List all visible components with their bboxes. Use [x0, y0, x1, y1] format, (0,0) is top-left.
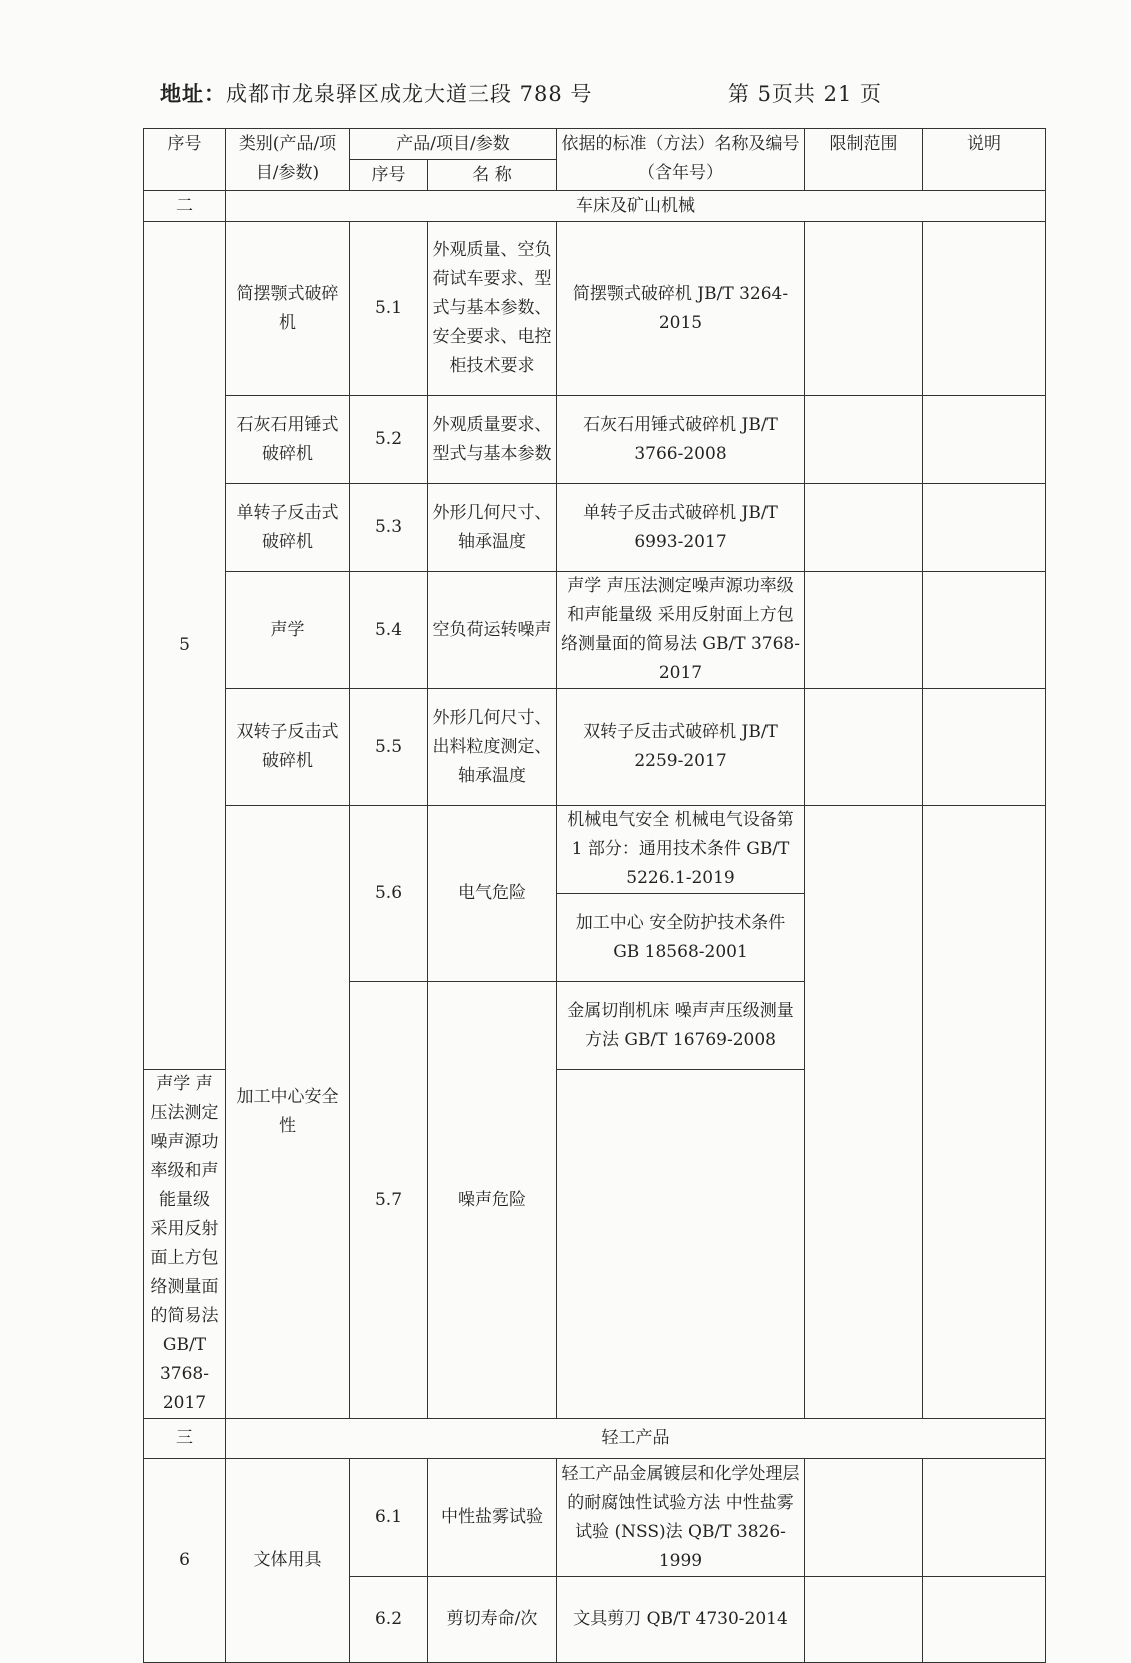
- note-cell: [923, 689, 1046, 806]
- item-seq-cell: 5.6: [350, 806, 428, 982]
- limit-cell: [805, 1577, 923, 1663]
- item-seq-cell: 5.2: [350, 396, 428, 484]
- col-item-name-header: 名 称: [428, 160, 557, 191]
- table-row: [144, 222, 1046, 396]
- standard-cell: 单转子反击式破碎机 JB/T 6993-2017: [557, 484, 805, 572]
- note-cell: [923, 222, 1046, 396]
- item-seq-cell: 5.4: [350, 572, 428, 689]
- item-name-cell: 空负荷运转噪声: [428, 572, 557, 689]
- note-cell: [923, 484, 1046, 572]
- section-title: 车床及矿山机械: [226, 191, 1046, 222]
- address-text: 成都市龙泉驿区成龙大道三段 788 号: [226, 82, 593, 106]
- group-seq: 5: [144, 222, 226, 1070]
- item-seq-cell: 5.5: [350, 689, 428, 806]
- category-cell: 石灰石用锤式破碎机: [226, 396, 350, 484]
- item-seq-cell: 5.1: [350, 222, 428, 396]
- limit-cell: [805, 222, 923, 396]
- table-row: [144, 484, 1046, 572]
- item-name-cell: 外形几何尺寸、出料粒度测定、轴承温度: [428, 689, 557, 806]
- col-item-seq-header: 序号: [350, 160, 428, 191]
- col-item-group-header: 产品/项目/参数: [350, 129, 557, 160]
- col-standard-header: 依据的标准（方法）名称及编号（含年号）: [557, 129, 805, 191]
- item-name-cell: 外形几何尺寸、轴承温度: [428, 484, 557, 572]
- standard-cell: 石灰石用锤式破碎机 JB/T 3766-2008: [557, 396, 805, 484]
- standard-cell: 文具剪刀 QB/T 4730-2014: [557, 1577, 805, 1663]
- limit-cell: [805, 1459, 923, 1577]
- table-row: [144, 1459, 1046, 1577]
- section-row: [144, 191, 1046, 222]
- section-title: 轻工产品: [226, 1419, 1046, 1459]
- col-note-header: 说明: [923, 129, 1046, 191]
- section-row: [144, 1419, 1046, 1459]
- category-cell: 加工中心安全性: [226, 806, 350, 1419]
- item-name-cell: 外观质量、空负荷试车要求、型式与基本参数、安全要求、电控柜技术要求: [428, 222, 557, 396]
- limit-cell: [805, 396, 923, 484]
- note-cell: [923, 806, 1046, 1419]
- group-seq: 6: [144, 1459, 226, 1663]
- category-cell: 文体用具: [226, 1459, 350, 1663]
- item-name-cell: 电气危险: [428, 806, 557, 982]
- item-seq-cell: 6.2: [350, 1577, 428, 1663]
- table-row: [144, 689, 1046, 806]
- standard-cell: 声学 声压法测定噪声源功率级和声能量级 采用反射面上方包络测量面的简易法 GB/T 3768-2017: [557, 572, 805, 689]
- standard-cell: 加工中心 安全防护技术条件 GB 18568-2001: [557, 894, 805, 982]
- standards-table: [143, 128, 1046, 1663]
- standard-cell: 声学 声压法测定噪声源功率级和声能量级 采用反射面上方包络测量面的简易法 GB/T 3768-2017: [144, 1070, 226, 1419]
- address: [160, 78, 592, 108]
- standard-cell: 机械电气安全 机械电气设备第 1 部分：通用技术条件 GB/T 5226.1-2019: [557, 806, 805, 894]
- note-cell: [923, 396, 1046, 484]
- limit-cell: [805, 484, 923, 572]
- category-cell: 双转子反击式破碎机: [226, 689, 350, 806]
- item-seq-cell: 6.1: [350, 1459, 428, 1577]
- note-cell: [923, 1459, 1046, 1577]
- item-name-cell: 外观质量要求、型式与基本参数: [428, 396, 557, 484]
- limit-cell: [805, 689, 923, 806]
- item-seq-cell: 5.7: [350, 982, 428, 1419]
- item-seq-cell: 5.3: [350, 484, 428, 572]
- table-row: [144, 396, 1046, 484]
- limit-cell: [805, 572, 923, 689]
- item-name-cell: 剪切寿命/次: [428, 1577, 557, 1663]
- category-cell: 声学: [226, 572, 350, 689]
- standard-cell: 金属切削机床 噪声声压级测量方法 GB/T 16769-2008: [557, 982, 805, 1070]
- col-category-header: 类别(产品/项目/参数): [226, 129, 350, 191]
- item-name-cell: 中性盐雾试验: [428, 1459, 557, 1577]
- section-seq: 三: [144, 1419, 226, 1459]
- category-cell: 简摆颚式破碎机: [226, 222, 350, 396]
- section-seq: 二: [144, 191, 226, 222]
- item-name-cell: 噪声危险: [428, 982, 557, 1419]
- col-limit-header: 限制范围: [805, 129, 923, 191]
- page-info: 第 5页共 21 页: [727, 82, 882, 106]
- col-seq-header: 序号: [144, 129, 226, 191]
- note-cell: [923, 572, 1046, 689]
- table-row: [144, 806, 1046, 894]
- standard-cell: 轻工产品金属镀层和化学处理层的耐腐蚀性试验方法 中性盐雾试验 (NSS)法 QB/T 3826-1999: [557, 1459, 805, 1577]
- note-cell: [923, 1577, 1046, 1663]
- table-row: [144, 572, 1046, 689]
- limit-cell: [805, 806, 923, 1419]
- standard-cell: 双转子反击式破碎机 JB/T 2259-2017: [557, 689, 805, 806]
- category-cell: 单转子反击式破碎机: [226, 484, 350, 572]
- standard-cell: 简摆颚式破碎机 JB/T 3264-2015: [557, 222, 805, 396]
- address-label: 地址：: [160, 81, 226, 106]
